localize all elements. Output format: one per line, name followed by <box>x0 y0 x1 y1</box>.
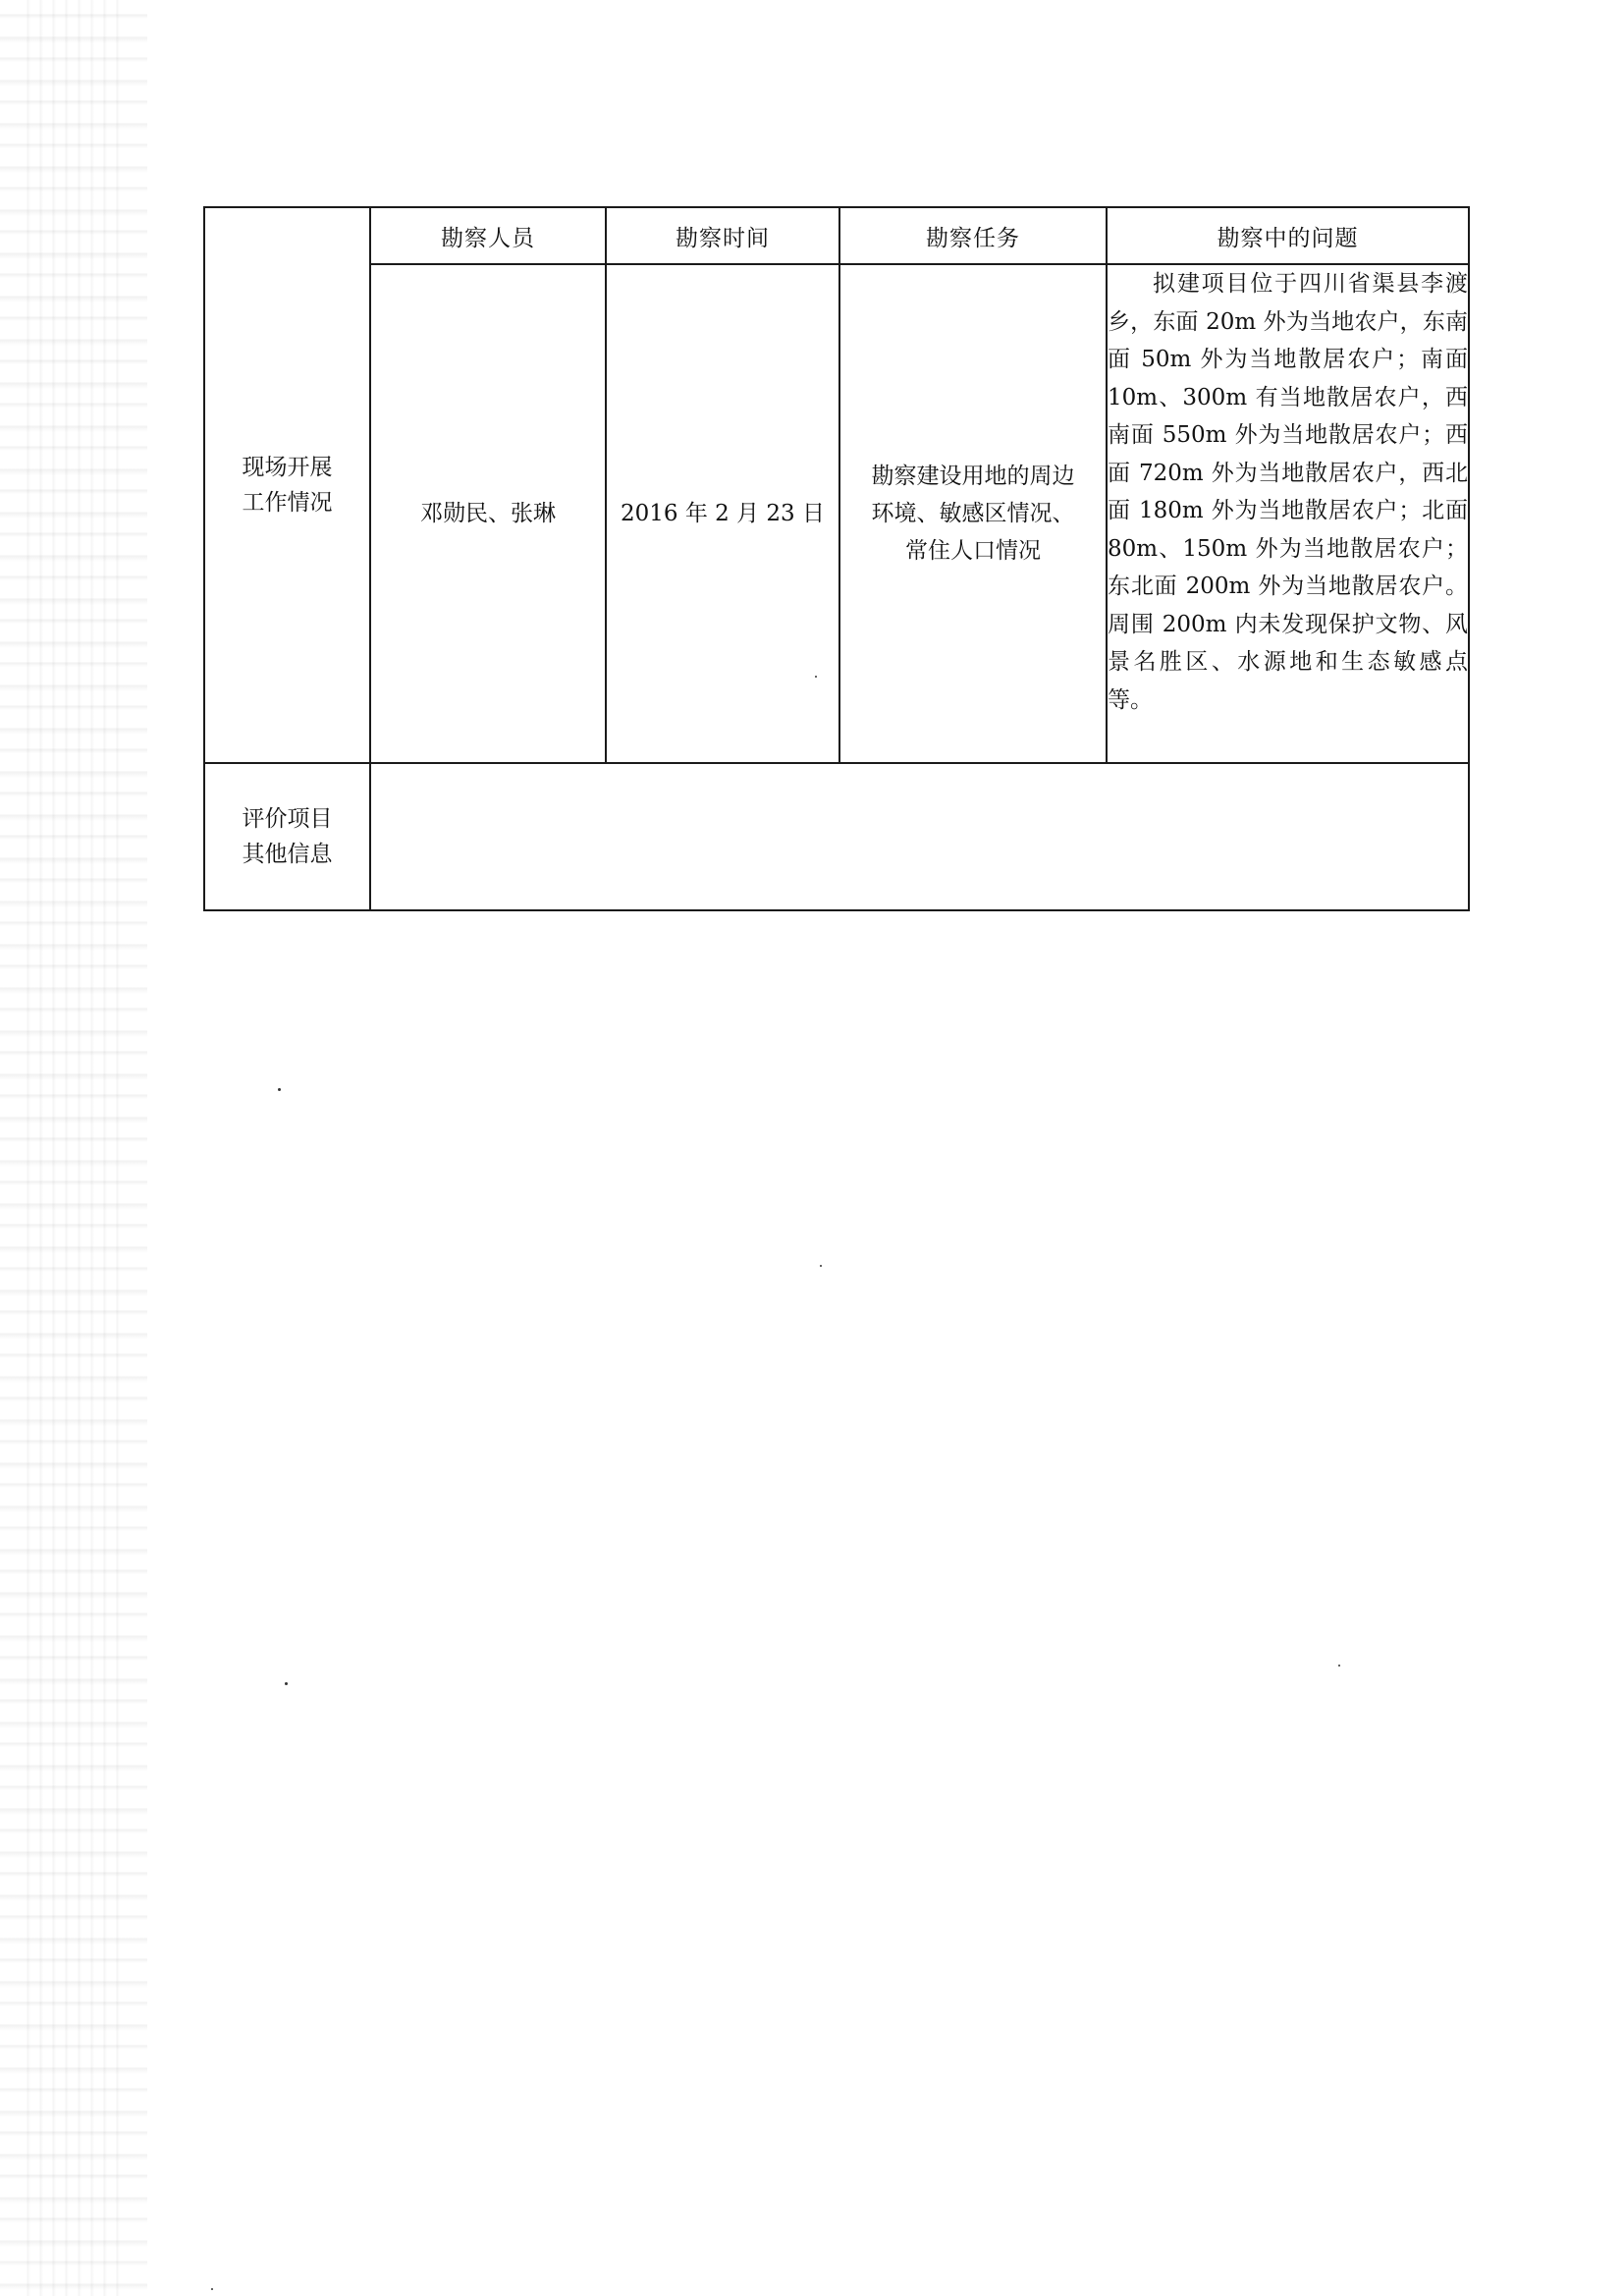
scan-speck <box>1338 1665 1340 1667</box>
task-line1: 勘察建设用地的周边 <box>871 464 1075 489</box>
other-info-label-cell <box>204 763 370 910</box>
header-row <box>204 207 1469 264</box>
site-work-label-line1: 现场开展 <box>242 455 333 480</box>
other-info-label-line2: 其他信息 <box>242 842 333 867</box>
survey-table <box>203 206 1470 911</box>
header-task: 勘察任务 <box>839 207 1107 264</box>
header-time: 勘察时间 <box>606 207 839 264</box>
other-info-row <box>204 763 1469 910</box>
scan-speck <box>211 2288 213 2290</box>
other-info-label-line1: 评价项目 <box>242 806 333 832</box>
time-cell: 2016 年 2 月 23 日 <box>606 264 839 763</box>
site-work-label-line2: 工作情况 <box>242 490 333 516</box>
scan-speck <box>278 1088 281 1091</box>
personnel-cell: 邓勋民、张琳 <box>370 264 606 763</box>
task-line3: 常住人口情况 <box>905 538 1041 564</box>
site-work-row <box>204 264 1469 763</box>
site-work-label-cell <box>204 207 370 763</box>
header-personnel: 勘察人员 <box>370 207 606 264</box>
header-issues: 勘察中的问题 <box>1107 207 1469 264</box>
task-line2: 环境、敏感区情况、 <box>871 501 1075 526</box>
scan-speck <box>285 1682 288 1685</box>
issues-cell: 拟建项目位于四川省渠县李渡乡，东面 20m 外为当地农户，东南面 50m 外为当地散居农户；南面 10m、300m 有当地散居农户，西南面 550m 外为当地散居农户；西面 720m 外为当地散居农户，西北面 180m 外为当地散居农户；北面 80m、150m 外为当地散居农户；东北面 200m 外为当地散居农户。周围 200m 内未发现保护文物、风景名胜区、水源地和生态敏感点等。 <box>1107 264 1469 763</box>
other-info-content-cell <box>370 763 1469 910</box>
task-cell <box>839 264 1107 763</box>
scan-speck <box>820 1265 822 1267</box>
scan-noise-edge <box>0 0 147 2296</box>
